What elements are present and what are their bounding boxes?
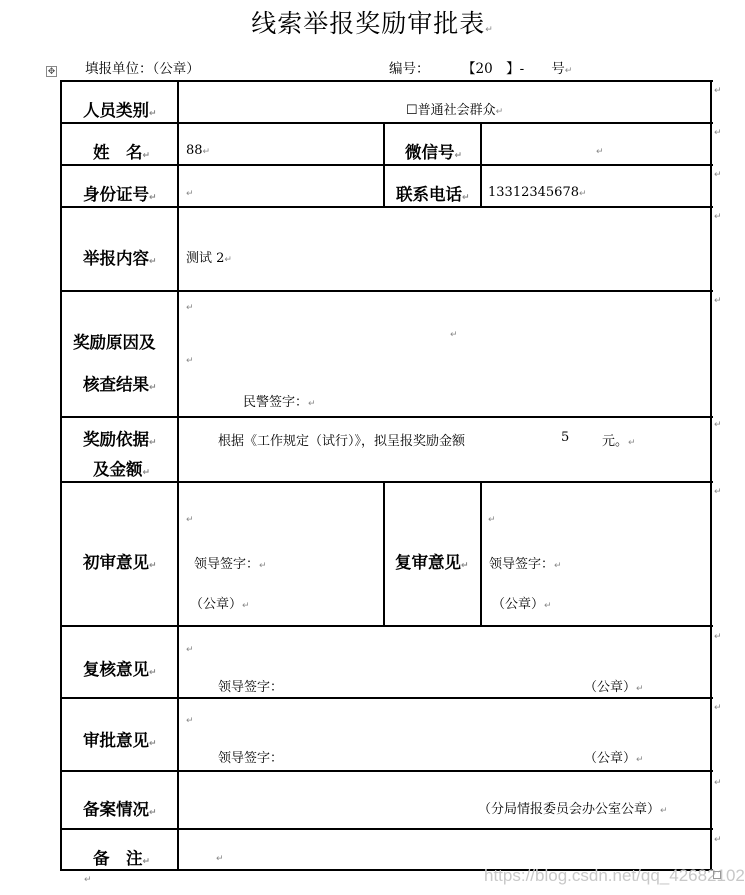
paragraph-mark: ↵ [186,716,194,726]
wechat-field[interactable]: ↵ [596,147,604,157]
name-label: 姓 名↵ [93,143,151,162]
table-border-right [710,80,712,871]
row-end-mark: ↵ [714,703,722,713]
report-content-label: 举报内容↵ [83,249,157,268]
report-content-field[interactable]: 测试 2↵ [186,251,232,266]
paragraph-mark: ↵ [450,330,458,340]
row-divider [61,290,713,292]
paragraph-mark: ↵ [186,356,194,366]
row-end-mark: ↵ [714,487,722,497]
wechat-label: 微信号↵ [405,143,463,162]
watermark: https://blog.csdn.net/qq_42682102 [484,866,745,885]
second-review-seal: （公章）↵ [492,597,552,612]
approval-signature[interactable]: 领导签字： [218,751,284,766]
row-divider [61,625,713,627]
row-divider [61,206,713,208]
verification-result-label: 核查结果↵ [83,375,157,394]
phone-label: 联系电话↵ [396,185,470,204]
officer-signature-field[interactable]: 民警签字：↵ [243,395,316,410]
paragraph-mark: ↵ [186,303,194,313]
row-divider [61,481,713,483]
row-divider [61,416,713,418]
approval-label: 审批意见↵ [83,731,157,750]
column-divider [383,122,385,208]
initial-review-seal: （公章）↵ [190,597,250,612]
table-border-left [60,80,62,871]
reward-amount-field[interactable]: 5 [561,430,570,445]
row-end-mark: ↵ [714,128,722,138]
column-divider [480,481,482,627]
row-divider [61,697,713,699]
paragraph-mark: ↵ [186,645,194,655]
approval-seal: （公章）↵ [584,751,644,766]
paragraph-mark: ↵ [186,515,194,525]
paragraph-mark: ↵ [84,875,92,885]
row-divider [61,164,713,166]
initial-review-signature[interactable]: 领导签字：↵ [194,557,267,572]
label-column-divider [177,80,179,871]
phone-field[interactable]: 13312345678↵ [488,185,587,200]
row-divider [61,770,713,772]
row-end-mark: ↵ [714,778,722,788]
row-end-mark: ↵ [714,86,722,96]
reward-basis-text: 根据《工作规定（试行）》，拟呈报奖励金额 [218,434,466,449]
category-label: 人员类别↵ [83,101,157,120]
remarks-label: 备 注↵ [93,849,151,868]
filing-seal: （分局情报委员会办公室公章）↵ [478,802,668,817]
number-value: 【20 】- 号↵ [462,61,573,77]
initial-review-label: 初审意见↵ [83,553,157,572]
fill-unit-label: 填报单位：（公章） [85,61,200,77]
recheck-seal: （公章）↵ [584,680,644,695]
id-number-label: 身份证号↵ [83,185,157,204]
number-label: 编号： [389,61,430,77]
row-end-mark: ↵ [714,632,722,642]
recheck-label: 复核意见↵ [83,660,157,679]
reward-basis-label: 奖励依据↵ [83,430,157,449]
row-end-mark: ↵ [714,170,722,180]
second-review-signature[interactable]: 领导签字：↵ [489,557,562,572]
reward-unit: 元。↵ [602,434,636,449]
id-number-field[interactable]: ↵ [186,189,194,199]
remarks-field[interactable]: ↵ [216,854,224,864]
category-checkbox[interactable]: ☐普通社会群众↵ [406,103,504,118]
table-border-top [61,80,713,82]
row-divider [61,122,713,124]
form-title: 线索举报奖励审批表↵ [251,9,494,38]
row-divider [61,828,713,830]
name-field[interactable]: 88↵ [186,143,211,158]
column-divider [480,122,482,208]
reward-amount-label: 及金额↵ [93,460,151,479]
recheck-signature[interactable]: 领导签字： [218,680,284,695]
reward-reason-label: 奖励原因及 [73,333,156,352]
row-end-mark: ↵ [714,420,722,430]
table-resize-handle-icon[interactable] [713,871,721,879]
table-move-handle-icon[interactable]: ✥ [47,67,56,77]
row-end-mark: ↵ [714,212,722,222]
row-end-mark: ↵ [714,835,722,845]
paragraph-mark: ↵ [488,515,496,525]
column-divider [383,481,385,627]
row-end-mark: ↵ [714,296,722,306]
second-review-label: 复审意见↵ [395,553,469,572]
filing-label: 备案情况↵ [83,800,157,819]
